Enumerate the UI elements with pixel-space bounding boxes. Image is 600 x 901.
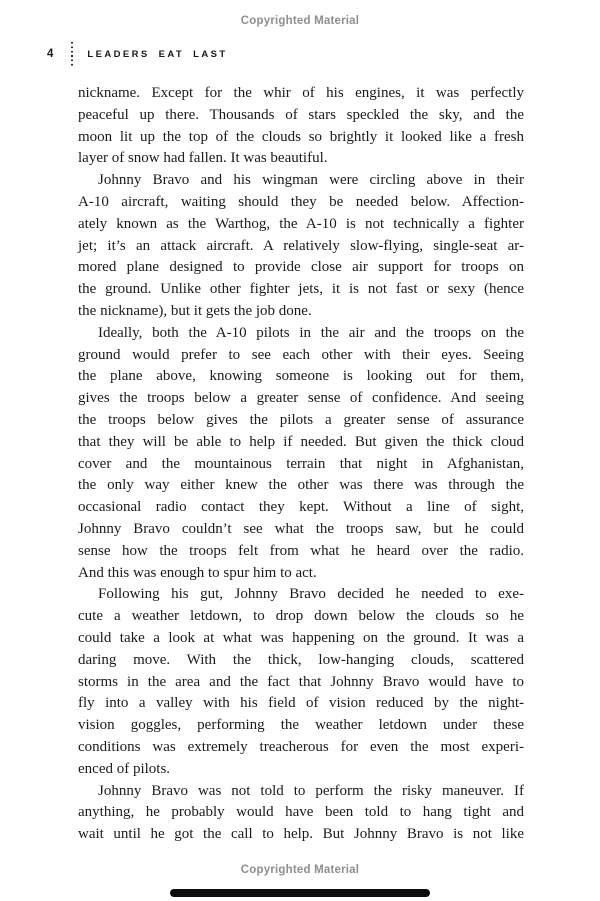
text-line: mored plane designed to provide close air support for troops on xyxy=(78,259,524,276)
text-line: layer of snow had fallen. It was beautiful. xyxy=(78,150,328,167)
text-line: that they will be able to help if needed. But given the thick cloud xyxy=(78,433,524,450)
text-line: cover and the mountainous terrain that night in Afghanistan, xyxy=(78,455,524,472)
paragraph xyxy=(78,323,524,585)
text-line: gives the troops below a greater sense of confidence. And seeing xyxy=(78,390,524,407)
text-line: cute a weather letdown, to drop down below the clouds so he xyxy=(78,608,524,625)
text-line: fly into a valley with his field of vision reduced by the night- xyxy=(78,695,524,712)
text-line: ately known as the Warthog, the A-10 is not technically a fighter xyxy=(78,215,524,232)
text-line: jet; it’s an attack aircraft. A relatively slow-flying, single-seat ar- xyxy=(78,237,524,254)
paragraph xyxy=(78,781,524,846)
text-line: could take a look at what was happening on the ground. It was a xyxy=(78,629,524,646)
paragraph xyxy=(78,584,524,780)
copyright-notice-bottom: Copyrighted Material xyxy=(240,864,360,876)
text-line: ground would prefer to see each other with their eyes. Seeing xyxy=(78,346,524,363)
text-line: And this was enough to spur him to act. xyxy=(78,564,317,581)
text-line: storms in the area and the fact that Johnny Bravo would have to xyxy=(78,673,524,690)
text-line: Johnny Bravo was not told to perform the risky maneuver. If xyxy=(98,782,524,799)
text-line: occasional radio contact they kept. Without a line of sight, xyxy=(78,499,524,516)
page-number: 4 xyxy=(47,48,54,61)
text-line: vision goggles, performing the weather letdown under these xyxy=(78,717,524,734)
text-line: the plane above, knowing someone is looking out for them, xyxy=(78,368,524,385)
text-line: the ground. Unlike other fighter jets, it is not fast or sexy (hence xyxy=(78,281,524,298)
dotted-divider xyxy=(71,42,73,68)
text-line: moon lit up the top of the clouds so brightly it looked like a fresh xyxy=(78,128,524,145)
text-line: Following his gut, Johnny Bravo decided he needed to exe- xyxy=(98,586,524,603)
running-header xyxy=(47,42,228,68)
text-line: daring move. With the thick, low-hanging clouds, scattered xyxy=(78,651,524,668)
text-line: the nickname), but it gets the job done. xyxy=(78,302,312,319)
text-line: enced of pilots. xyxy=(78,760,171,777)
text-line: nickname. Except for the whir of his engines, it was perfectly xyxy=(78,85,524,101)
text-line: sense how the troops felt from what he heard over the radio. xyxy=(78,542,524,559)
text-line: A-10 aircraft, waiting should they be needed below. Affection- xyxy=(78,193,524,210)
paragraph xyxy=(78,170,524,323)
paragraph xyxy=(78,83,524,170)
text-line: Ideally, both the A-10 pilots in the air and the troops on the xyxy=(98,324,524,341)
text-line: anything, he probably would have been told to hang tight and xyxy=(78,804,524,821)
text-line: peaceful up there. Thousands of stars speckled the sky, and the xyxy=(78,106,524,123)
text-block xyxy=(78,83,524,846)
copyright-notice-top: Copyrighted Material xyxy=(240,15,360,27)
home-indicator-bar xyxy=(170,889,430,897)
text-line: the troops below gives the pilots a greater sense of assurance xyxy=(78,411,524,428)
text-line: Johnny Bravo and his wingman were circling above in their xyxy=(98,172,524,189)
text-line: conditions was extremely treacherous for even the most experi- xyxy=(78,738,524,755)
text-line: wait until he got the call to help. But Johnny Bravo is not like xyxy=(78,826,524,843)
text-line: Johnny Bravo couldn’t see what the troops saw, but he could xyxy=(78,520,524,537)
book-title: LEADERS EAT LAST xyxy=(87,49,228,61)
text-line: the only way either knew the other was there was through the xyxy=(78,477,524,494)
